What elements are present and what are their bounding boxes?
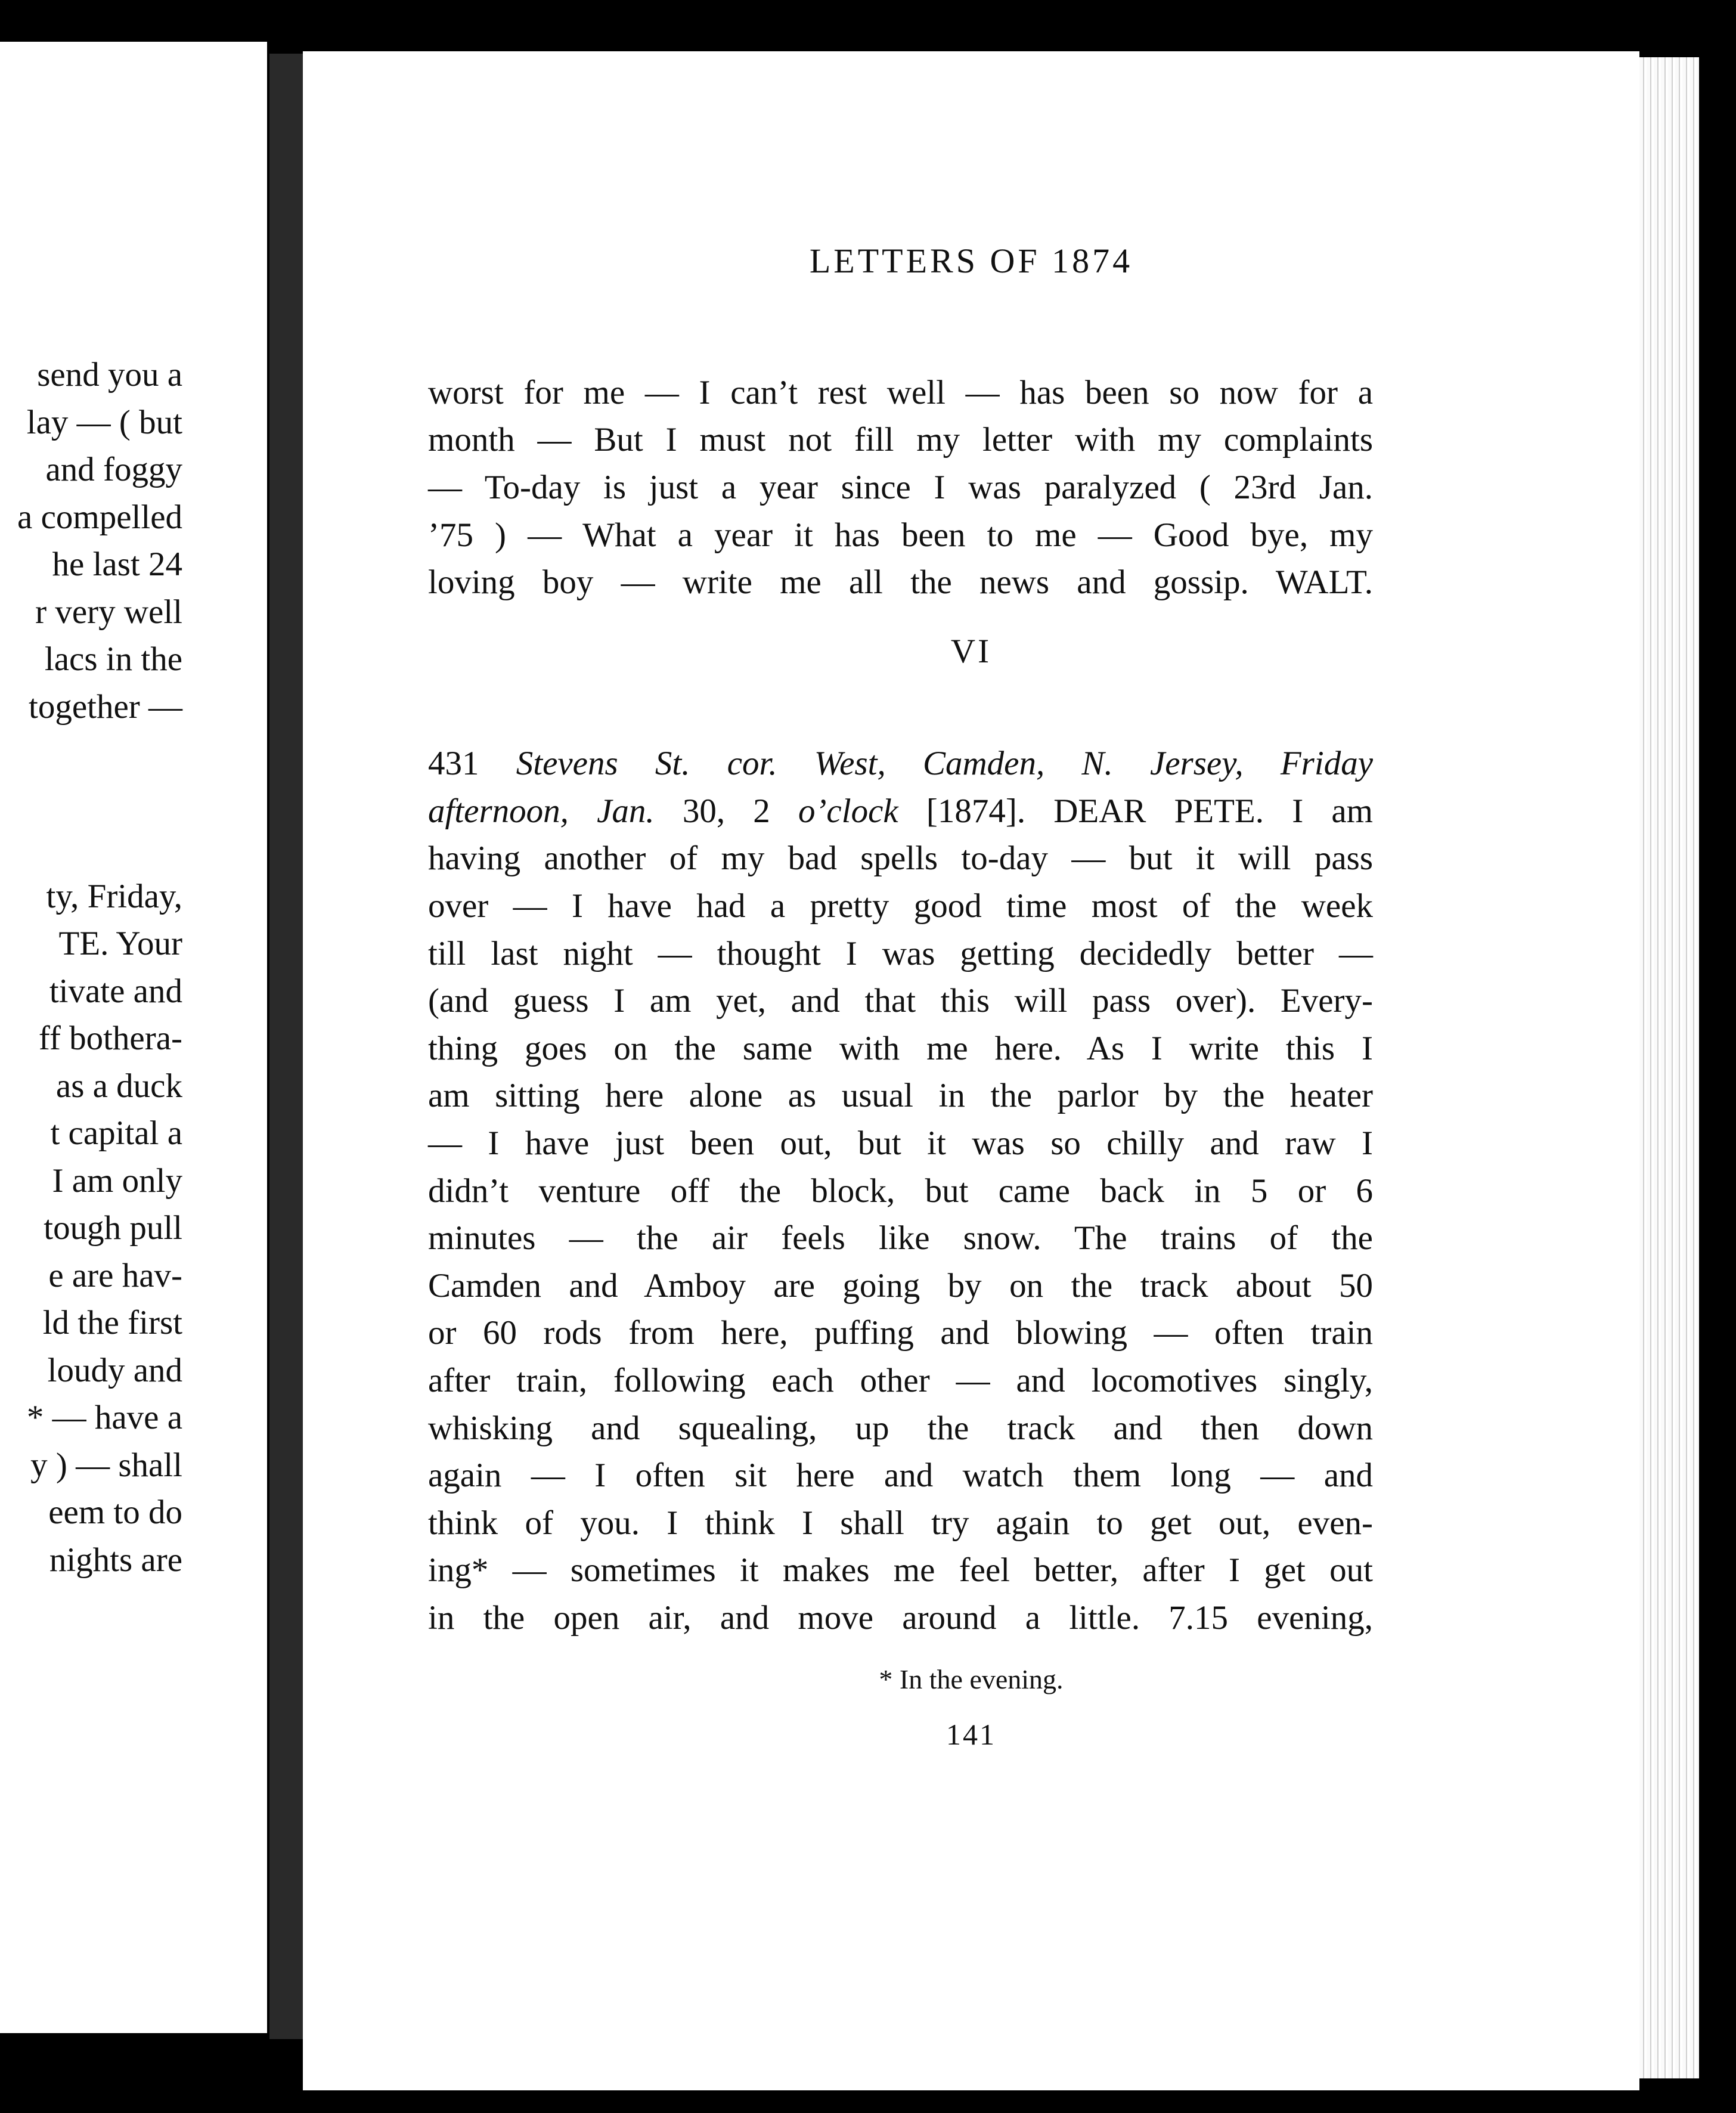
left-page-line: e are hav- (48, 1256, 182, 1294)
running-header: LETTERS OF 1874 (809, 241, 1133, 280)
section-numeral: VI (950, 633, 992, 670)
letter-heading-line: afternoon, Jan. 30, 2 o’clock [1874]. DEAR PETE. I am (428, 792, 1373, 830)
page-stack-edge (1639, 57, 1699, 2078)
text-line: worst for me — I can’t rest well — has been so now for a (428, 374, 1373, 411)
text-line: over — I have had a pretty good time most of the week (428, 887, 1373, 925)
left-page-line: nights are (49, 1541, 182, 1579)
left-page-line: t capital a (50, 1114, 182, 1152)
left-page-line: he last 24 (52, 546, 182, 583)
text-line: after train, following each other — and locomotives singly, (428, 1362, 1373, 1399)
text-line: again — I often sit here and watch them long — and (428, 1457, 1373, 1494)
text-line: didn’t venture off the block, but came back in 5 or 6 (428, 1172, 1373, 1210)
text-line: ’75 ) — What a year it has been to me — Good bye, my (428, 516, 1373, 554)
text-line: or 60 rods from here, puffing and blowing — often train (428, 1314, 1373, 1352)
page-number: 141 (946, 1718, 996, 1751)
left-page-line: lay — ( but (26, 403, 182, 441)
left-page-line: * — have a (26, 1399, 182, 1436)
text-line: thing goes on the same with me here. As I write this I (428, 1030, 1373, 1067)
text-line: having another of my bad spells to-day — but it will pass (428, 839, 1373, 877)
text-line: — To-day is just a year since I was paralyzed ( 23rd Jan. (428, 469, 1373, 506)
left-page-line: y ) — shall (30, 1446, 182, 1484)
letter-heading-line: 431 Stevens St. cor. West, Camden, N. Jersey, Friday (428, 745, 1373, 782)
right-page (303, 51, 1639, 2090)
left-page-line: tough pull (44, 1209, 182, 1247)
text-line: whisking and squealing, up the track and then down (428, 1409, 1373, 1447)
text-line: minutes — the air feels like snow. The trains of the (428, 1219, 1373, 1257)
left-page-line: ff bothera- (38, 1020, 182, 1057)
text-line: am sitting here alone as usual in the parlor by the heater (428, 1077, 1373, 1114)
text-line: think of you. I think I shall try again to get out, even- (428, 1504, 1373, 1542)
left-page-line: r very well (35, 593, 182, 631)
left-page-line: and foggy (45, 451, 182, 488)
text-line: ing* — sometimes it makes me feel better, after I get out (428, 1551, 1373, 1589)
book-gutter (269, 54, 303, 2039)
left-page-line: together — (28, 687, 182, 726)
text-line: (and guess I am yet, and that this will pass over). Every- (428, 982, 1373, 1020)
left-page (0, 42, 267, 2033)
left-page-line: TE. Your (58, 925, 182, 962)
text-line: loving boy — write me all the news and gossip. WALT. (428, 563, 1373, 601)
left-page-line: a compelled (17, 498, 182, 536)
text-line: Camden and Amboy are going by on the track about 50 (428, 1267, 1373, 1305)
left-page-line: lacs in the (44, 640, 182, 678)
left-page-line: I am only (52, 1161, 182, 1200)
text-line: till last night — thought I was getting decidedly better — (428, 935, 1373, 972)
text-line: in the open air, and move around a little. 7.15 evening, (428, 1599, 1373, 1637)
left-page-line: ty, Friday, (46, 877, 182, 915)
left-page-line: eem to do (48, 1494, 182, 1531)
footnote: * In the evening. (879, 1664, 1064, 1694)
left-page-line: loudy and (47, 1351, 182, 1389)
left-page-line: as a duck (55, 1067, 182, 1105)
left-page-line: ld the first (42, 1304, 182, 1341)
text-line: — I have just been out, but it was so chilly and raw I (428, 1124, 1373, 1162)
text-line: month — But I must not fill my letter with my complaints (428, 421, 1373, 458)
left-page-line: send you a (37, 356, 182, 394)
left-page-line: tivate and (49, 972, 182, 1010)
